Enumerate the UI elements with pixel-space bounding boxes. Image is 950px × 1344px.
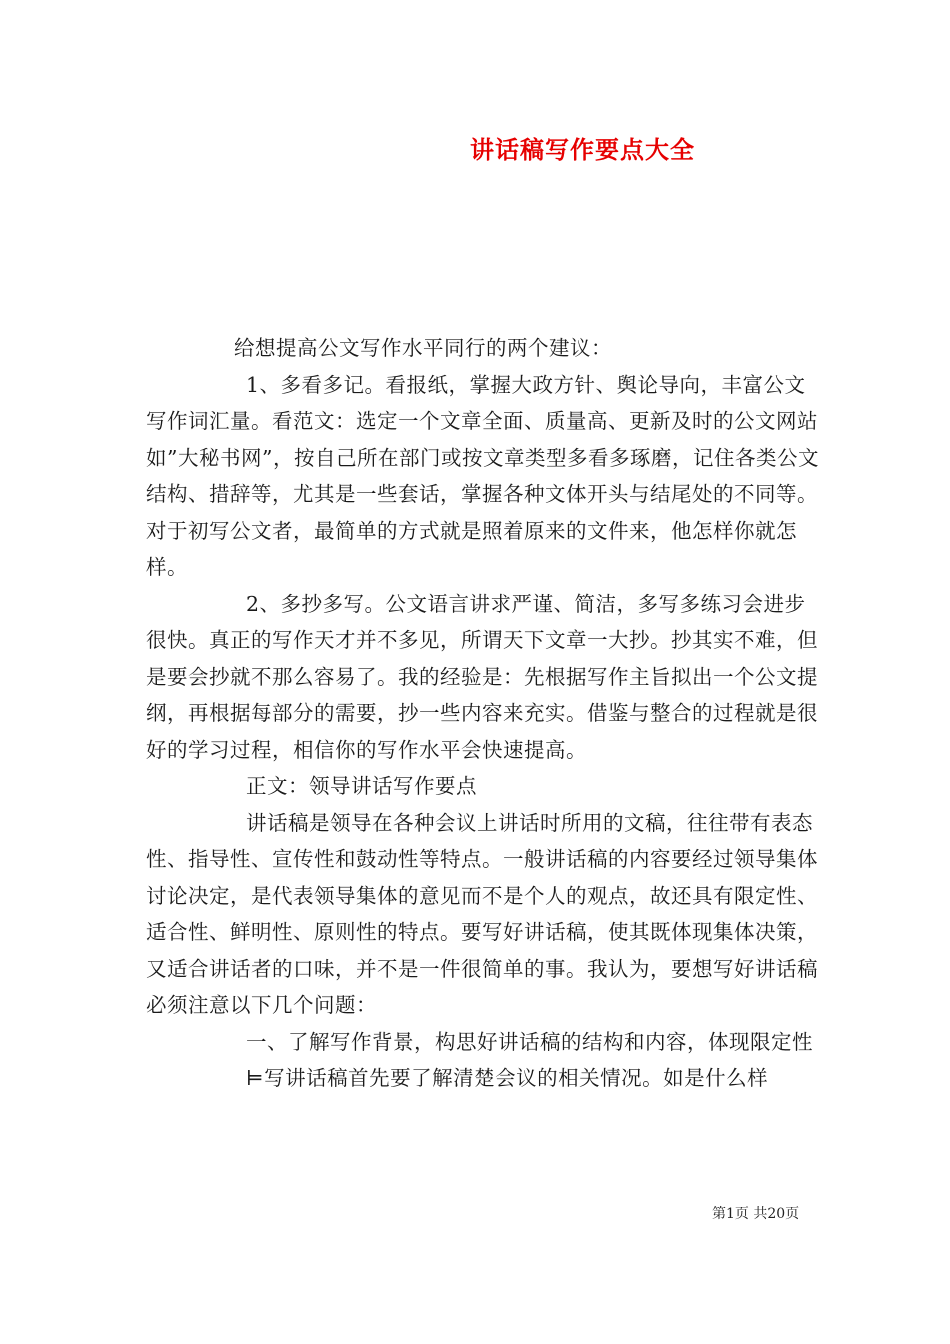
paragraph-speech-definition: 讲话稿是领导在各种会议上讲话时所用的文稿，往往带有表态性、指导性、宣传性和鼓动性等特点。一般讲话稿的内容要经过领导集体讨论决定，是代表领导集体的意见而不是个人的观点，故还具有限定性、适合性、鲜明性、原则性的特点。要写好讲话稿，使其既体现集体决策，又适合讲话者的口味，并不是一件很简单的事。我认为，要想写好讲话稿必须注意以下几个问题： <box>146 810 818 1017</box>
paragraph-section-1-heading: 一、了解写作背景，构思好讲话稿的结构和内容，体现限定性 <box>246 1029 813 1054</box>
paragraph-suggestion-2: 2、多抄多写。公文语言讲求严谨、简洁，多写多练习会进步很快。真正的写作天才并不多见，所谓天下文章一大抄。抄其实不难，但是要会抄就不那么容易了。我的经验是：先根据写作主旨拟出一个公文提纲，再根据每部分的需要，抄一些内容来充实。借鉴与整合的过程就是很好的学习过程，相信你的写作水平会快速提高。 <box>146 591 818 762</box>
paragraph-section-1-body: ⊨写讲话稿首先要了解清楚会议的相关情况。如是什么样 <box>246 1066 769 1090</box>
page-footer: 第1页 共20页 <box>712 1206 800 1222</box>
paragraph-intro: 给想提高公文写作水平同行的两个建议： <box>234 336 612 360</box>
document-body <box>146 330 826 1097</box>
paragraph-main-heading: 正文：领导讲话写作要点 <box>246 774 477 798</box>
paragraph-suggestion-1: 1、多看多记。看报纸，掌握大政方针、舆论导向，丰富公文写作词汇量。看范文：选定一个文章全面、质量高、更新及时的公文网站如”大秘书网”，按自己所在部门或按文章类型多看多琢磨，记住各类公文结构、措辞等，尤其是一些套话，掌握各种文体开头与结尾处的不同等。对于初写公文者，最简单的方式就是照着原来的文件来，他怎样你就怎样。 <box>146 372 819 579</box>
document-title: 讲话稿写作要点大全 <box>470 135 695 164</box>
